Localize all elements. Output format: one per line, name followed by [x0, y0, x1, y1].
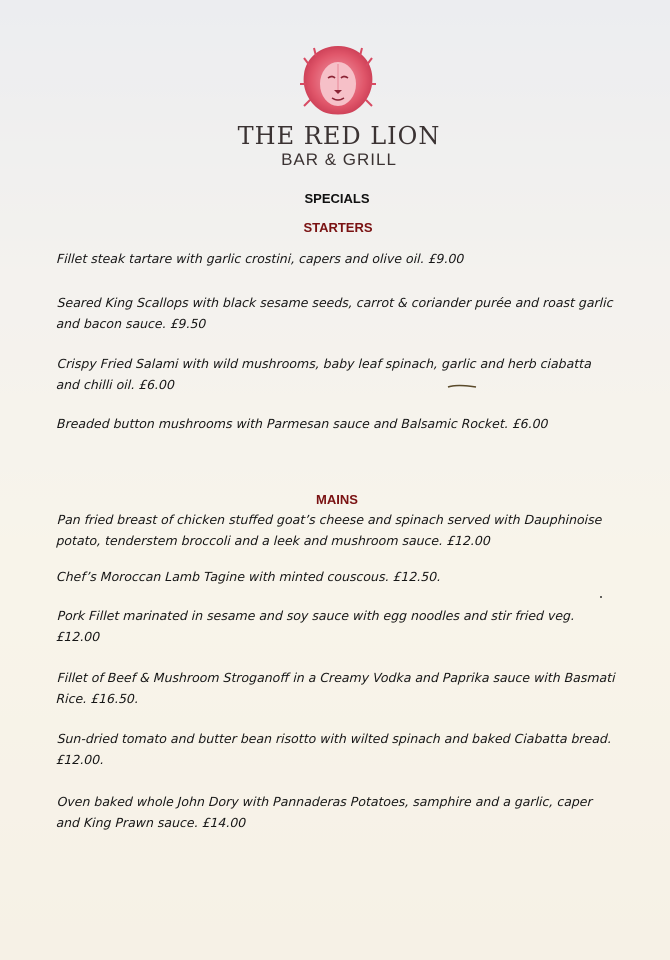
- lion-head-icon: [298, 44, 378, 118]
- starters-heading: STARTERS: [303, 220, 373, 235]
- main-item: Pan fried breast of chicken stuffed goat’s cheese and spinach served with Dauphinoise potato, tenderstem broccoli and a leek and mushroom sauce. £12.00: [56, 512, 603, 548]
- main-item: Sun-dried tomato and butter bean risotto with wilted spinach and baked Ciabatta bread. £12.00.: [56, 731, 613, 767]
- starter-item: Seared King Scallops with black sesame seeds, carrot & coriander purée and roast garlic and bacon sauce. £9.50: [56, 295, 614, 331]
- main-item: Chef’s Moroccan Lamb Tagine with minted couscous. £12.50.: [56, 569, 442, 584]
- starter-item: Breaded button mushrooms with Parmesan sauce and Balsamic Rocket. £6.00: [56, 416, 549, 431]
- brand-subtitle: BAR & GRILL: [281, 150, 397, 169]
- starter-item: Crispy Fried Salami with wild mushrooms, baby leaf spinach, garlic and herb ciabatta and chilli oil. £6.00: [56, 356, 593, 392]
- pen-stroke-mark: [447, 382, 477, 390]
- main-item: Fillet of Beef & Mushroom Stroganoff in a Creamy Vodka and Paprika sauce with Basmati Rice. £16.50.: [56, 670, 616, 706]
- main-item: Oven baked whole John Dory with Pannaderas Potatoes, samphire and a garlic, caper and King Prawn sauce. £14.00: [56, 794, 594, 830]
- brand-name: THE RED LION: [237, 122, 441, 150]
- starter-item: Fillet steak tartare with garlic crostini, capers and olive oil. £9.00: [56, 251, 465, 266]
- specials-title: SPECIALS: [304, 191, 370, 206]
- ink-dot: [600, 596, 602, 598]
- main-item: Pork Fillet marinated in sesame and soy sauce with egg noodles and stir fried veg. £12.00: [56, 608, 576, 644]
- mains-heading: MAINS: [316, 492, 358, 507]
